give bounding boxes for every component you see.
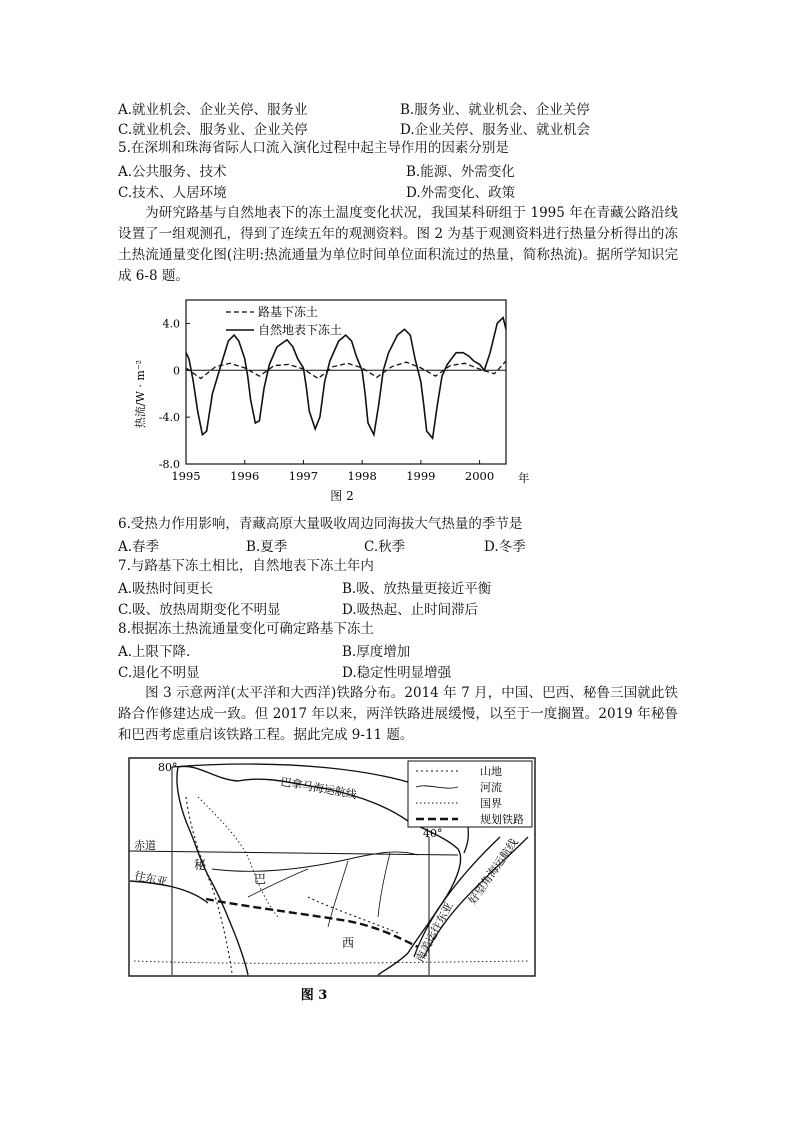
q5-option-c: C.技术、人居环境 bbox=[118, 185, 227, 201]
q5-option-a: A.公共服务、技术 bbox=[118, 164, 227, 180]
x-tick-label: 1996 bbox=[230, 469, 260, 483]
q4-option-a: A.就业机会、企业关停、服务业 bbox=[118, 102, 308, 118]
x-tick-label: 1995 bbox=[171, 469, 201, 483]
to-east-asia-label: 往东亚 bbox=[133, 869, 169, 889]
x-tick-label: 2000 bbox=[464, 469, 495, 483]
legend-dashed-label: 路基下冻土 bbox=[258, 305, 319, 319]
q6-options bbox=[118, 535, 718, 555]
x-axis-year-suffix: 年 bbox=[518, 471, 530, 485]
legend-mountain: 山地 bbox=[480, 765, 502, 778]
cape-route-label: 好望角海运航线 bbox=[465, 836, 521, 907]
q7-options-row1 bbox=[118, 577, 718, 597]
q6-option-d: D.冬季 bbox=[484, 539, 526, 555]
q7-stem: 7.与路基下冻土相比，自然地表下冻土年内 bbox=[118, 558, 374, 574]
q6-option-a: A.春季 bbox=[118, 539, 160, 555]
q4-options-row1 bbox=[118, 98, 718, 118]
q7-option-d: D.吸热起、止时间滞后 bbox=[342, 602, 479, 618]
q7-option-b: B.吸、放热量更接近平衡 bbox=[342, 581, 492, 597]
to-east-asia-route bbox=[130, 881, 208, 903]
legend-railway: 规划铁路 bbox=[480, 813, 524, 826]
q4-options-row2 bbox=[118, 118, 718, 138]
x-tick-label: 1998 bbox=[347, 469, 377, 483]
x-tick-label: 1997 bbox=[288, 469, 319, 483]
peru-label: 秘 bbox=[194, 858, 207, 872]
mountain-range bbox=[186, 797, 398, 973]
q5-options-row1 bbox=[118, 160, 718, 180]
q5-option-d: D.外需变化、政策 bbox=[406, 185, 516, 201]
q5-options-row2 bbox=[118, 181, 718, 201]
q5-stem: 5.在深圳和珠海省际人口流入演化过程中起主导作用的因素分别是 bbox=[118, 140, 509, 156]
q7-options-row2 bbox=[118, 598, 718, 618]
figure3-railway-map bbox=[128, 757, 540, 1007]
q8-option-d: D.稳定性明显增强 bbox=[342, 665, 452, 681]
south-america-route-label: 南美运往东亚 bbox=[413, 900, 456, 965]
legend-river: 河流 bbox=[480, 781, 502, 794]
planned-railway bbox=[206, 899, 418, 947]
brazil-label-2: 西 bbox=[342, 936, 355, 950]
q4-option-c: C.就业机会、服务业、企业关停 bbox=[118, 122, 308, 138]
series-roadbed-frozen-soil bbox=[186, 361, 506, 379]
lon-40-label: 40° bbox=[423, 827, 443, 840]
q5-option-b: B.能源、外需变化 bbox=[406, 164, 515, 180]
q8-option-b: B.厚度增加 bbox=[342, 644, 411, 660]
series-natural-surface-frozen-soil bbox=[186, 318, 506, 439]
chart-frame bbox=[186, 300, 506, 464]
q8-options-row1 bbox=[118, 640, 718, 660]
legend-solid-label: 自然地表下冻土 bbox=[258, 323, 343, 337]
q4-option-b: B.服务业、就业机会、企业关停 bbox=[400, 102, 590, 118]
y-tick-label: 4.0 bbox=[162, 317, 180, 331]
figure2-caption: 图 2 bbox=[330, 489, 354, 503]
intro-6-8: 为研究路基与自然地表下的冻土温度变化状况，我国某科研组于 1995 年在青藏公路沿线设置了一组观测孔，得到了连续五年的观测资料。图 2 为基于观测资料进行热量分析得出的冻土热流通量变化图(注明:热流通量为单位时间单位面积流过的热量，简称热流)。据所学知识完成 6-8 题。 bbox=[118, 205, 678, 284]
figure3-caption: 图 3 bbox=[300, 988, 328, 1003]
q7-option-a: A.吸热时间更长 bbox=[118, 581, 214, 597]
y-tick-label: -8.0 bbox=[158, 458, 180, 471]
q4-option-d: D.企业关停、服务业、就业机会 bbox=[400, 122, 591, 138]
y-axis-label: 热流/W · m⁻² bbox=[134, 359, 147, 429]
map-legend bbox=[408, 761, 532, 827]
y-tick-label: -4.0 bbox=[158, 411, 180, 425]
legend-border: 国界 bbox=[480, 797, 502, 810]
x-tick-label: 1999 bbox=[406, 469, 436, 483]
q8-options-row2 bbox=[118, 661, 718, 681]
intro-9-11: 图 3 示意两洋(太平洋和大西洋)铁路分布。2014 年 7 月，中国、巴西、秘鲁三国就此铁路合作修建达成一致。但 2017 年以来，两洋铁路进展缓慢，以至于一度搁置。2019 年秘鲁和巴西考虑重启该铁路工程。据此完成 9-11 题。 bbox=[118, 685, 678, 743]
chart-legend bbox=[226, 304, 342, 337]
river-main bbox=[212, 852, 418, 871]
q6-option-c: C.秋季 bbox=[364, 539, 406, 555]
q8-stem: 8.根据冻土热流通量变化可确定路基下冻土 bbox=[118, 621, 374, 637]
figure2-heat-flux-chart bbox=[130, 294, 550, 506]
q8-option-a: A.上限下降. bbox=[118, 644, 191, 660]
q8-option-c: C.退化不明显 bbox=[118, 665, 200, 681]
y-tick-label: 0 bbox=[173, 364, 180, 378]
equator-label: 赤道 bbox=[134, 839, 156, 852]
brazil-label-1: 巴 bbox=[254, 872, 267, 886]
lon-80-label: 80° bbox=[158, 761, 178, 774]
q6-option-b: B.夏季 bbox=[246, 539, 288, 555]
q6-stem: 6.受热力作用影响，青藏高原大量吸收周边同海拔大气热量的季节是 bbox=[118, 516, 523, 532]
panama-route-label: 巴拿马海运航线 bbox=[279, 775, 358, 802]
axis-ticks bbox=[159, 317, 494, 483]
q7-option-c: C.吸、放热周期变化不明显 bbox=[118, 602, 281, 618]
